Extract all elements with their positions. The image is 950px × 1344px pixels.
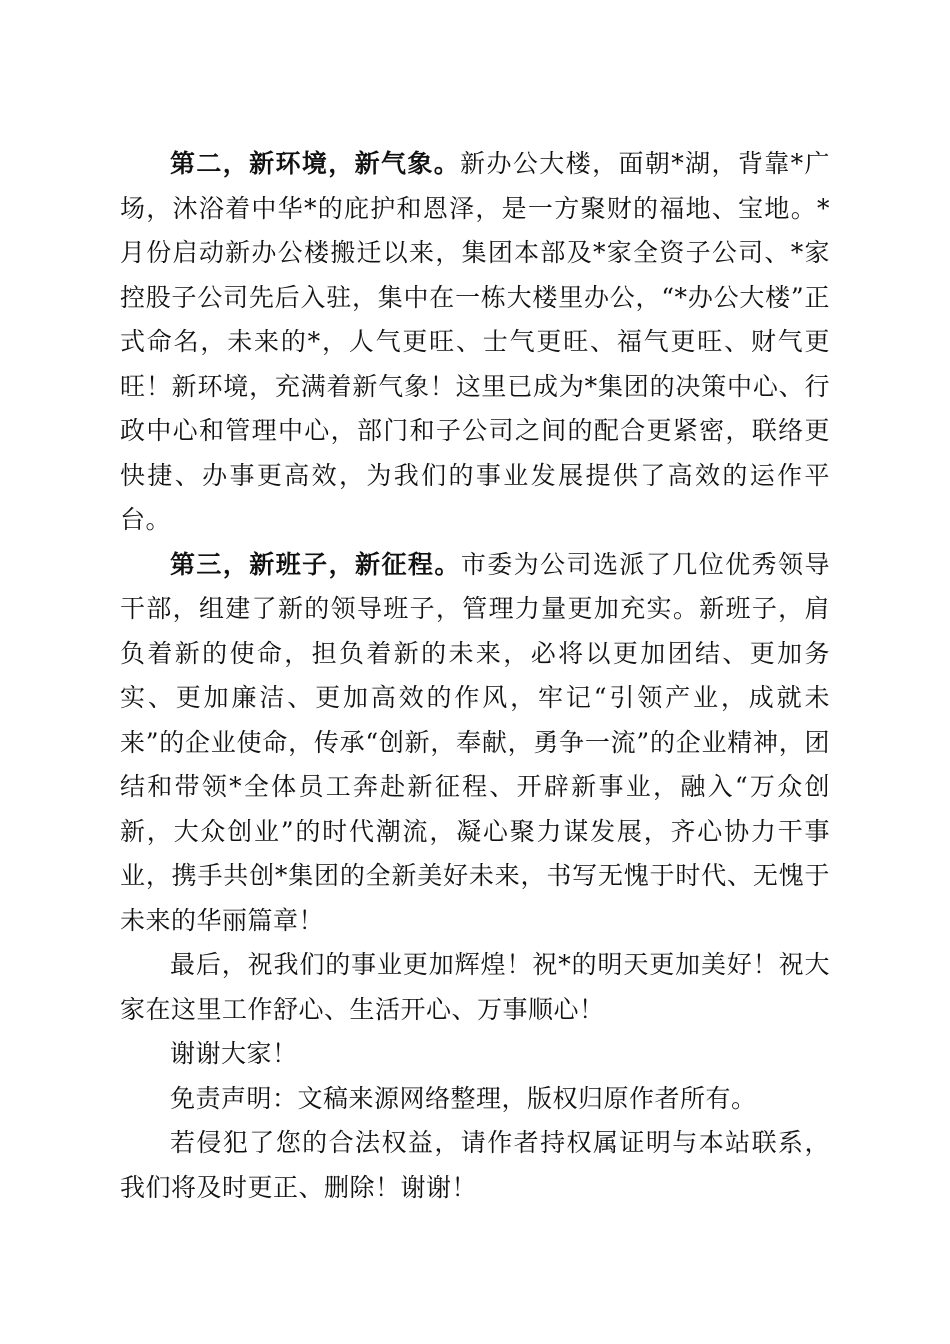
- paragraph-contact-notice: [120, 1121, 830, 1210]
- paragraph-text: 免责声明：文稿来源网络整理，版权归原作者所有。: [170, 1083, 757, 1113]
- paragraph-text: 新办公大楼，面朝*湖，背靠*广场，沐浴着中华*的庇护和恩泽，是一方聚财的福地、宝地。*月份启动新办公楼搬迁以来，集团本部及*家全资子公司、*家控股子公司先后入驻，集中在一栋大楼里办公，“*办公大楼”正式命名，未来的*，人气更旺、士气更旺、福气更旺、财气更旺！新环境，充满着新气象！这里已成为*集团的决策中心、行政中心和管理中心，部门和子公司之间的配合更紧密，联络更快捷、办事更高效，为我们的事业发展提供了高效的运作平台。: [120, 149, 830, 534]
- paragraph-new-team: [120, 543, 830, 944]
- paragraph-text: 若侵犯了您的合法权益，请作者持权属证明与本站联系，我们将及时更正、删除！谢谢！: [120, 1128, 830, 1202]
- paragraph-text: 市委为公司选派了几位优秀领导干部，组建了新的领导班子，管理力量更加充实。新班子，肩负着新的使命，担负着新的未来，必将以更加团结、更加务实、更加廉洁、更加高效的作风，牢记“引领产业，成就未来”的企业使命，传承“创新，奉献，勇争一流”的企业精神，团结和带领*全体员工奔赴新征程、开辟新事业，融入“万众创新，大众创业”的时代潮流，凝心聚力谋发展，齐心协力干事业，携手共创*集团的全新美好未来，书写无愧于时代、无愧于未来的华丽篇章！: [120, 549, 830, 935]
- paragraph-new-environment: [120, 142, 830, 543]
- paragraph-heading: 第二，新环境，新气象。: [170, 149, 461, 178]
- paragraph-text: 最后，祝我们的事业更加辉煌！祝*的明天更加美好！祝大家在这里工作舒心、生活开心、万事顺心！: [120, 950, 830, 1024]
- paragraph-thanks: [120, 1032, 830, 1077]
- paragraph-heading: 第三，新班子，新征程。: [170, 549, 461, 579]
- paragraph-text: 谢谢大家！: [170, 1039, 298, 1068]
- document-body: [120, 142, 830, 1210]
- paragraph-disclaimer: [120, 1077, 830, 1122]
- paragraph-closing-wishes: [120, 943, 830, 1032]
